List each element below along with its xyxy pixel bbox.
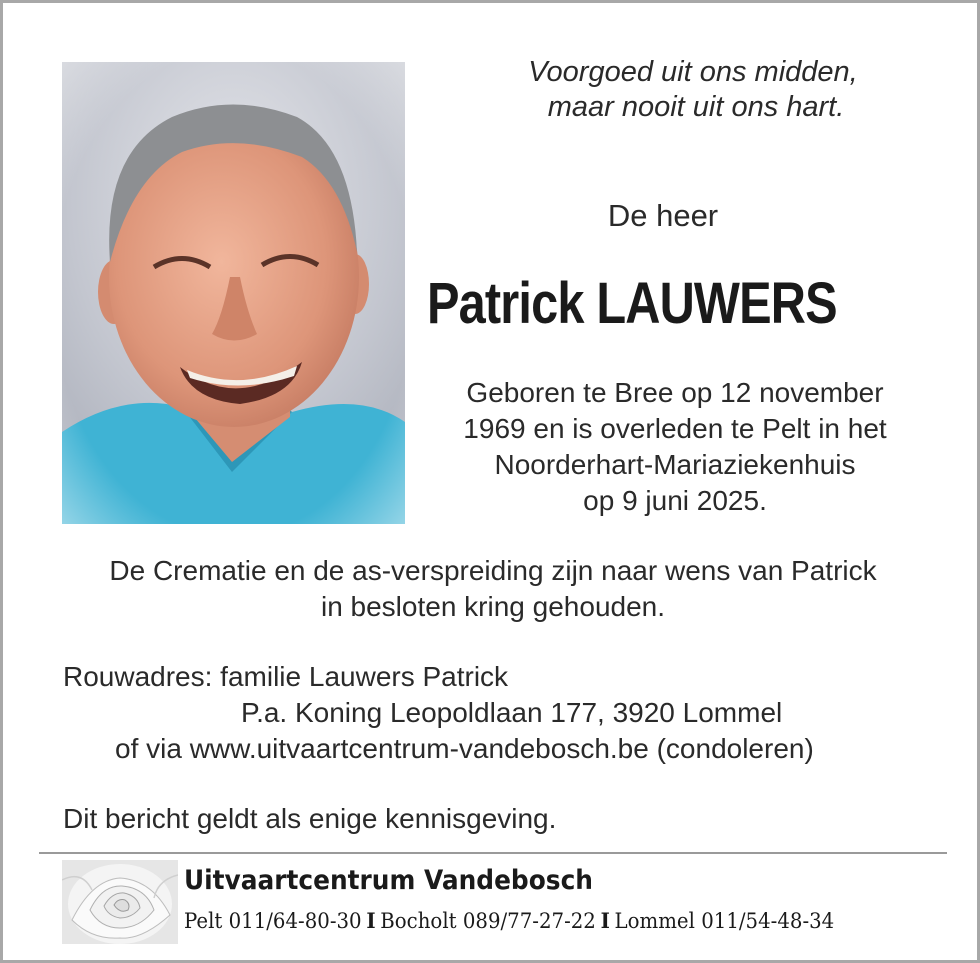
portrait-image bbox=[62, 62, 405, 524]
phone-pelt: Pelt 011/64-80-30 bbox=[184, 909, 362, 933]
rose-icon bbox=[62, 860, 178, 944]
quote-line-1: Voorgoed uit ons midden, bbox=[528, 56, 858, 88]
mourning-address bbox=[63, 659, 943, 767]
white-rose-logo bbox=[62, 860, 178, 944]
address-line-2: P.a. Koning Leopoldlaan 177, 3920 Lommel bbox=[241, 697, 783, 728]
address-line-1: Rouwadres: familie Lauwers Patrick bbox=[63, 661, 509, 692]
funeral-home-name: Uitvaartcentrum Vandebosch bbox=[184, 865, 593, 896]
birth-line-4: op 9 juni 2025. bbox=[583, 485, 767, 516]
notice-text: Dit bericht geldt als enige kennisgeving. bbox=[63, 803, 557, 834]
salutation: De heer bbox=[607, 198, 719, 233]
birth-death-details bbox=[428, 375, 922, 519]
portrait-photo bbox=[62, 62, 405, 524]
birth-line-1: Geboren te Bree op 12 november bbox=[466, 377, 884, 408]
phone-separator: I bbox=[366, 908, 376, 933]
birth-line-2: 1969 en is overleden te Pelt in het bbox=[463, 413, 887, 444]
cremation-line-2: in besloten kring gehouden. bbox=[320, 591, 666, 622]
phone-lommel: Lommel 011/54-48-34 bbox=[614, 909, 835, 933]
address-line-3: of via www.uitvaartcentrum-vandebosch.be (condoleren) bbox=[115, 733, 814, 764]
cremation-line-1: De Crematie en de as-verspreiding zijn naar wens van Patrick bbox=[109, 555, 877, 586]
deceased-name-container bbox=[427, 269, 909, 339]
phone-separator: I bbox=[600, 908, 610, 933]
birth-line-3: Noorderhart-Mariaziekenhuis bbox=[494, 449, 856, 480]
quote-line-2: maar nooit uit ons hart. bbox=[547, 91, 845, 123]
divider bbox=[39, 852, 947, 854]
deceased-name: Patrick LAUWERS bbox=[427, 271, 837, 336]
memorial-quote bbox=[503, 55, 883, 125]
funeral-home-phones bbox=[184, 901, 834, 941]
cremation-notice bbox=[43, 553, 943, 625]
phone-bocholt: Bocholt 089/77-27-22 bbox=[380, 909, 596, 933]
